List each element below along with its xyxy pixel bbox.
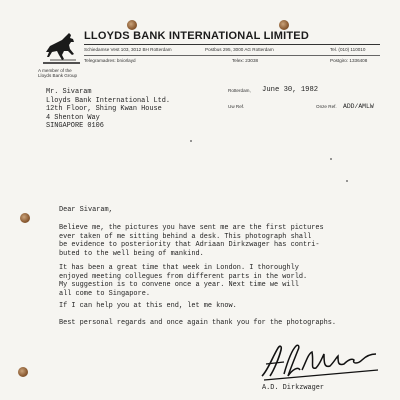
address-line: Lloyds Bank International Ltd. bbox=[46, 96, 171, 105]
signatory-name: A.D. Dirkzwager bbox=[262, 384, 325, 392]
punch-hole bbox=[279, 20, 289, 30]
letterhead-rule bbox=[84, 44, 380, 45]
letterhead-postgiro: Postgiro: 1336408 bbox=[330, 58, 368, 63]
letterhead-tel: Tel. (010) 110010 bbox=[330, 47, 366, 52]
salutation: Dear Sivaram, bbox=[59, 206, 113, 214]
paragraph-4: Best personal regards and once again thank you for the photographs. bbox=[59, 319, 337, 327]
address-line: SINGAPORE 0106 bbox=[46, 122, 104, 131]
letterhead-telegram: Telegramadres: bniorlayd bbox=[84, 58, 136, 63]
paper-speck bbox=[190, 140, 192, 142]
paragraph-2: It has been a great time that week in London. I thoroughly enjoyed meeting collegues from different parts in the world. My suggestion is to convene once a year. Next time we will all come to Singapore. bbox=[59, 264, 308, 298]
paragraph-3: If I can help you at this end, let me know. bbox=[59, 302, 237, 310]
black-horse-logo-icon bbox=[40, 30, 84, 66]
address-line: Mr. Sivaram bbox=[46, 88, 92, 96]
letterhead-address: Schiedamse Vest 103, 3012 BH Rotterdam bbox=[84, 47, 172, 52]
member-line: A member of the bbox=[38, 68, 72, 73]
address-line: 4 Shenton Way bbox=[46, 113, 100, 122]
your-ref-label: Uw Ref. bbox=[228, 104, 245, 109]
letterhead-telex: Telex: 23038 bbox=[232, 58, 259, 63]
paper-speck bbox=[330, 158, 332, 160]
group-membership-note bbox=[38, 68, 77, 79]
member-line: Lloyds Bank Group bbox=[38, 73, 78, 79]
paragraph-1: Believe me, the pictures you have sent me are the first pictures ever taken of me sitting behind a desk. This photograph shall be evidence to posteriority that Adriaan Dirkzwager has contri- buted to the well being of mankind. bbox=[59, 224, 324, 258]
handwritten-signature bbox=[258, 340, 382, 382]
paper-speck bbox=[346, 180, 348, 182]
punch-hole bbox=[127, 20, 137, 30]
punch-hole bbox=[20, 213, 30, 223]
recipient-address bbox=[46, 88, 170, 131]
letterhead-rule bbox=[84, 55, 380, 56]
company-name: LLOYDS BANK INTERNATIONAL LIMITED bbox=[84, 30, 309, 42]
punch-hole bbox=[18, 367, 28, 377]
our-reference: ADD/AMLW bbox=[343, 103, 374, 110]
letter-date: June 30, 1982 bbox=[262, 86, 319, 94]
our-ref-label: Onze Ref. bbox=[316, 104, 337, 109]
address-line: 12th Floor, Shing Kwan House bbox=[46, 105, 162, 114]
letterhead-postbus: Postbus 295, 3000 AG Rotterdam bbox=[205, 47, 274, 52]
place-label: Rotterdam, bbox=[228, 88, 251, 93]
